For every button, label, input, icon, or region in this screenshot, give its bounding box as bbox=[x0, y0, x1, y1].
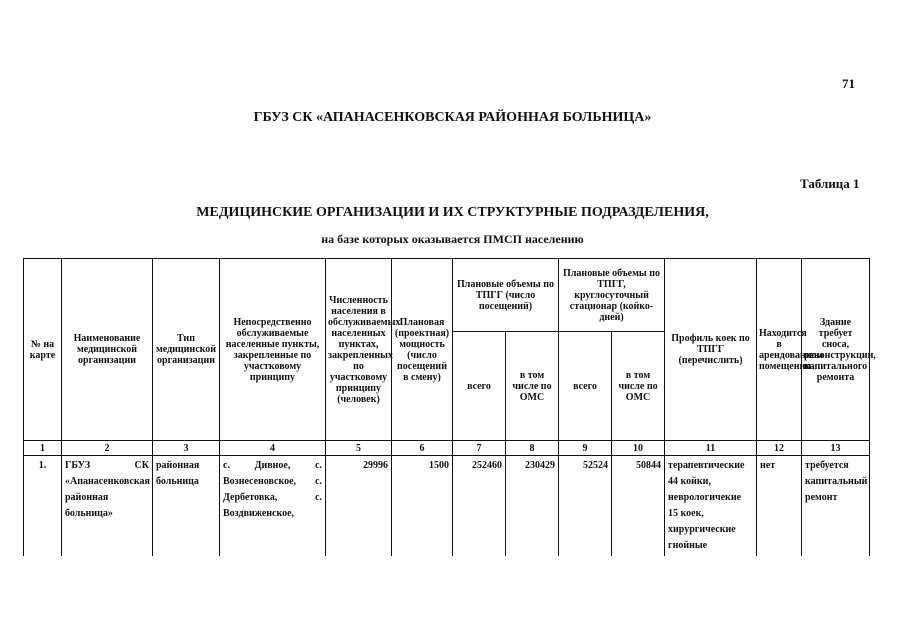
column-number: 4 bbox=[220, 441, 326, 456]
header-planned-beddays: Плановые объемы по ТПГГ, круглосуточный стационар (койко-дней) bbox=[559, 259, 665, 332]
header-org-type: Тип медицинской организации bbox=[153, 259, 220, 441]
cell-rented: нет bbox=[757, 456, 802, 557]
cell-settlements: с. Дивное, с. Вознесеновское, с. Дербетовка, с. Воздвиженское, bbox=[220, 456, 326, 557]
header-bed-profile: Профиль коек по ТПГГ (перечислить) bbox=[665, 259, 757, 441]
cell-population: 29996 bbox=[326, 456, 392, 557]
table-row bbox=[24, 456, 870, 557]
column-number: 12 bbox=[757, 441, 802, 456]
header-capacity: Плановая (проектная) мощность (число посещений в смену) bbox=[392, 259, 453, 441]
column-number: 8 bbox=[506, 441, 559, 456]
subtitle: на базе которых оказывается ПМСП населению bbox=[321, 232, 584, 246]
cell-visits-oms: 230429 bbox=[506, 456, 559, 557]
organizations-table bbox=[23, 258, 876, 556]
column-number: 11 bbox=[665, 441, 757, 456]
header-planned-visits: Плановые объемы по ТПГГ (число посещений) bbox=[453, 259, 559, 332]
header-map-number: № на карте bbox=[24, 259, 62, 441]
table-label: Таблица 1 bbox=[800, 176, 860, 191]
main-title: МЕДИЦИНСКИЕ ОРГАНИЗАЦИИ И ИХ СТРУКТУРНЫЕ ПОДРАЗДЕЛЕНИЯ, bbox=[196, 205, 709, 220]
column-number: 13 bbox=[802, 441, 870, 456]
cell-visits-total: 252460 bbox=[453, 456, 506, 557]
cell-beddays-oms: 50844 bbox=[612, 456, 665, 557]
header-visits-total: всего bbox=[453, 332, 506, 441]
cell-org-name: ГБУЗ СК «Апанасенковская районная больница» bbox=[62, 456, 153, 557]
cell-bed-profile: терапевтические 44 койки, неврологичекие 15 коек, хирургические гнойные bbox=[665, 456, 757, 557]
column-number-row bbox=[24, 441, 870, 456]
organization-title: ГБУЗ СК «АПАНАСЕНКОВСКАЯ РАЙОННАЯ БОЛЬНИЦА» bbox=[253, 110, 652, 125]
cell-map-number: 1. bbox=[24, 456, 62, 557]
header-repair: Здание требует сноса, реконструкции, капитального ремонта bbox=[802, 259, 870, 441]
header-settlements: Непосредственно обслуживаемые населенные пункты, закрепленные по участковому принципу bbox=[220, 259, 326, 441]
column-number: 5 bbox=[326, 441, 392, 456]
cell-org-type: районная больница bbox=[153, 456, 220, 557]
cell-beddays-total: 52524 bbox=[559, 456, 612, 557]
column-number: 1 bbox=[24, 441, 62, 456]
header-visits-oms: в том числе по ОМС bbox=[506, 332, 559, 441]
header-beddays-oms: в том числе по ОМС bbox=[612, 332, 665, 441]
header-population: Численность населения в обслуживаемых населенных пунктах, закрепленных по участковому принципу (человек) bbox=[326, 259, 392, 441]
page-number: 71 bbox=[842, 76, 855, 91]
column-number: 10 bbox=[612, 441, 665, 456]
column-number: 2 bbox=[62, 441, 153, 456]
column-number: 9 bbox=[559, 441, 612, 456]
header-beddays-total: всего bbox=[559, 332, 612, 441]
header-rented: Находится в арендованном помещении bbox=[757, 259, 802, 441]
column-number: 6 bbox=[392, 441, 453, 456]
cell-capacity: 1500 bbox=[392, 456, 453, 557]
cell-repair: требуется капитальный ремонт bbox=[802, 456, 870, 557]
column-number: 7 bbox=[453, 441, 506, 456]
header-org-name: Наименование медицинской организации bbox=[62, 259, 153, 441]
column-number: 3 bbox=[153, 441, 220, 456]
